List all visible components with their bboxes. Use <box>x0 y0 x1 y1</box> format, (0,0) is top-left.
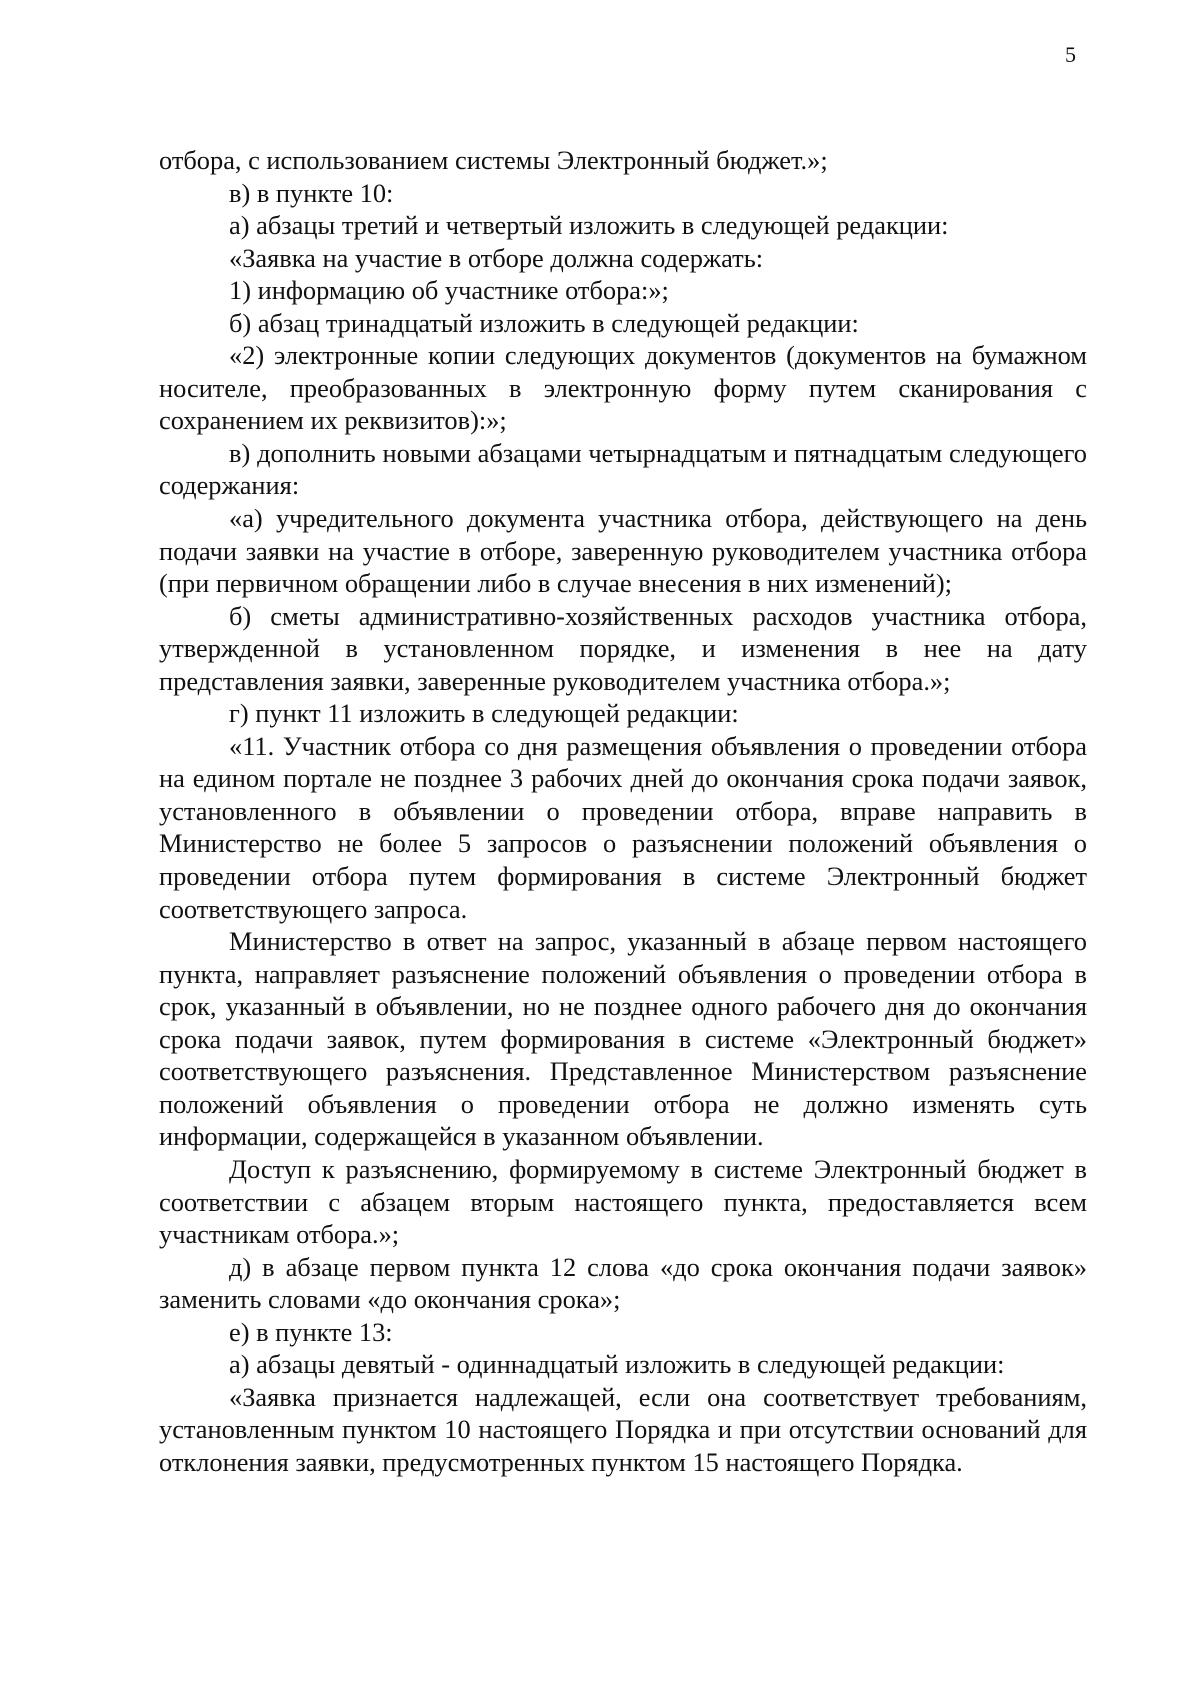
paragraph: а) абзацы девятый - одиннадцатый изложить в следующей редакции: <box>229 1349 1005 1380</box>
paragraph: в) в пункте 10: <box>229 177 394 208</box>
paragraph: «Заявка признается надлежащей, если она соответствует требованиям, установленным пунктом 10 настоящего Порядка и при отсутствии оснований для отклонения заявки, предусмотренных пунктом 15 настоящего Порядка. <box>159 1381 1087 1477</box>
paragraph: Министерство в ответ на запрос, указанный в абзаце первом настоящего пункта, направляет разъяснение положений объявления о проведении отбора в срок, указанный в объявлении, но не позднее одного рабочего дня до окончания срока подачи заявок, путем формирования в системе «Электронный бюджет» соответствующего разъяснения. Представленное Министерством разъяснение положений объявления о проведении отбора не должно изменять суть информации, содержащейся в указанном объявлении. <box>159 926 1087 1152</box>
paragraph: б) сметы административно-хозяйственных расходов участника отбора, утвержденной в установленном порядке, и изменения в нее на дату представления заявки, заверенные руководителем участника отбора.»; <box>159 600 1087 696</box>
paragraph: в) дополнить новыми абзацами четырнадцатым и пятнадцатым следующего содержания: <box>159 437 1087 501</box>
paragraph: б) абзац тринадцатый изложить в следующей редакции: <box>229 307 859 338</box>
paragraph: «а) учредительного документа участника отбора, действующего на день подачи заявки на участие в отборе, заверенную руководителем участника отбора (при первичном обращении либо в случае внесения в них изменений); <box>159 503 1087 599</box>
paragraph: 1) информацию об участнике отбора:»; <box>229 275 669 306</box>
paragraph: г) пункт 11 изложить в следующей редакции: <box>229 698 739 729</box>
paragraph: а) абзацы третий и четвертый изложить в следующей редакции: <box>229 210 949 241</box>
paragraph: е) в пункте 13: <box>229 1316 393 1347</box>
paragraph: «Заявка на участие в отборе должна содержать: <box>229 242 764 273</box>
paragraph: Доступ к разъяснению, формируемому в системе Электронный бюджет в соответствии с абзацем вторым настоящего пункта, предоставляется всем участникам отбора.»; <box>159 1153 1087 1250</box>
paragraph: отбора, с использованием системы Электронный бюджет.»; <box>159 145 828 175</box>
paragraph: «2) электронные копии следующих документов (документов на бумажном носителе, преобразованных в электронную форму путем сканирования с сохранением их реквизитов):»; <box>159 340 1087 436</box>
page-number: 5 <box>1065 42 1076 67</box>
paragraph: «11. Участник отбора со дня размещения объявления о проведении отбора на едином портале не позднее 3 рабочих дней до окончания срока подачи заявок, установленного в объявлении о проведении отбора, вправе направить в Министерство не более 5 запросов о разъяснении положений объявления о проведении отбора путем формирования в системе Электронный бюджет соответствующего запроса. <box>159 730 1087 924</box>
document-body <box>159 144 1087 1478</box>
paragraph: д) в абзаце первом пункта 12 слова «до срока окончания подачи заявок» заменить словами «до окончания срока»; <box>159 1251 1087 1315</box>
